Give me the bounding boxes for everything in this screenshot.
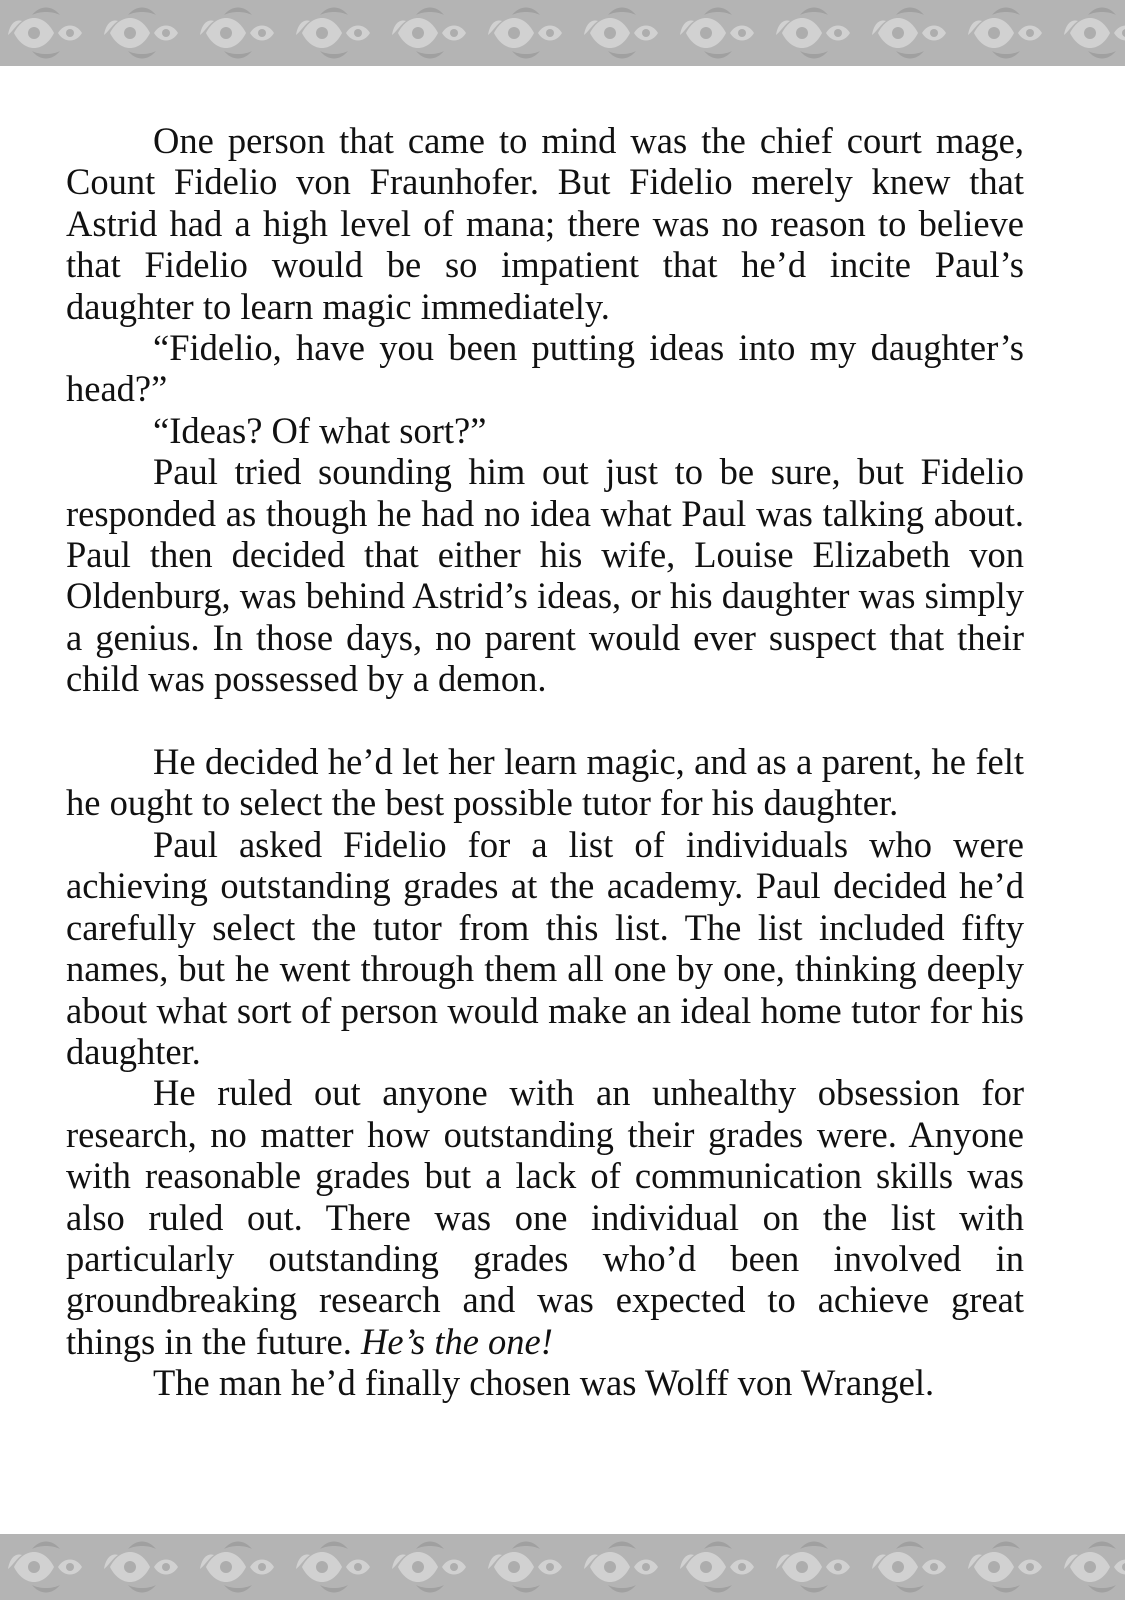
paragraph-8: The man he’d finally chosen was Wolff von Wrangel. <box>153 1362 935 1404</box>
paragraph-7-text: He ruled out anyone with an unhealthy obsession for research, no matter how outstanding their grades were. Anyone with reasonable grades but a lack of communication skills was also ruled out. There was one individual on the list with particularly outstanding grades who’d been involved in groundbreaking research and was expected to achieve great things in the future. <box>66 1072 1024 1362</box>
paragraph-4: Paul tried sounding him out just to be sure, but Fidelio responded as though he had no idea what Paul was talking about. Paul then decided that either his wife, Louise Elizabeth von Oldenburg, was behind Astrid’s ideas, or his daughter was simply a genius. In those days, no parent would ever suspect that their child was possessed by a demon. <box>66 451 1024 700</box>
paragraph-3: “Ideas? Of what sort?” <box>153 409 487 451</box>
paragraph-6: Paul asked Fidelio for a list of individuals who were achieving outstanding grades at the academy. Paul decided he’d carefully select the tutor from this list. The list included fifty names, but he went through them all one by one, thinking deeply about what sort of person would make an ideal home tutor for his daughter. <box>66 823 1024 1072</box>
top-decorative-border <box>0 0 1125 66</box>
paragraph-7 <box>66 1072 1024 1362</box>
paragraph-1: One person that came to mind was the chief court mage, Count Fidelio von Fraunhofer. But Fidelio merely knew that Astrid had a high level of mana; there was no reason to believe that Fidelio would be so impatient that he’d incite Paul’s daughter to learn magic immediately. <box>66 120 1024 327</box>
paragraph-2: “Fidelio, have you been putting ideas into my daughter’s head?” <box>66 327 1024 410</box>
section-break <box>66 700 1024 741</box>
bottom-decorative-border <box>0 1534 1125 1600</box>
bottom-ornament-pattern <box>0 1534 1125 1600</box>
paragraph-5: He decided he’d let her learn magic, and as a parent, he felt he ought to select the best possible tutor for his daughter. <box>66 741 1024 824</box>
paragraph-7-italic-text: He’s the one! <box>361 1320 553 1362</box>
page-body <box>66 120 1024 1404</box>
top-ornament-pattern <box>0 0 1125 66</box>
